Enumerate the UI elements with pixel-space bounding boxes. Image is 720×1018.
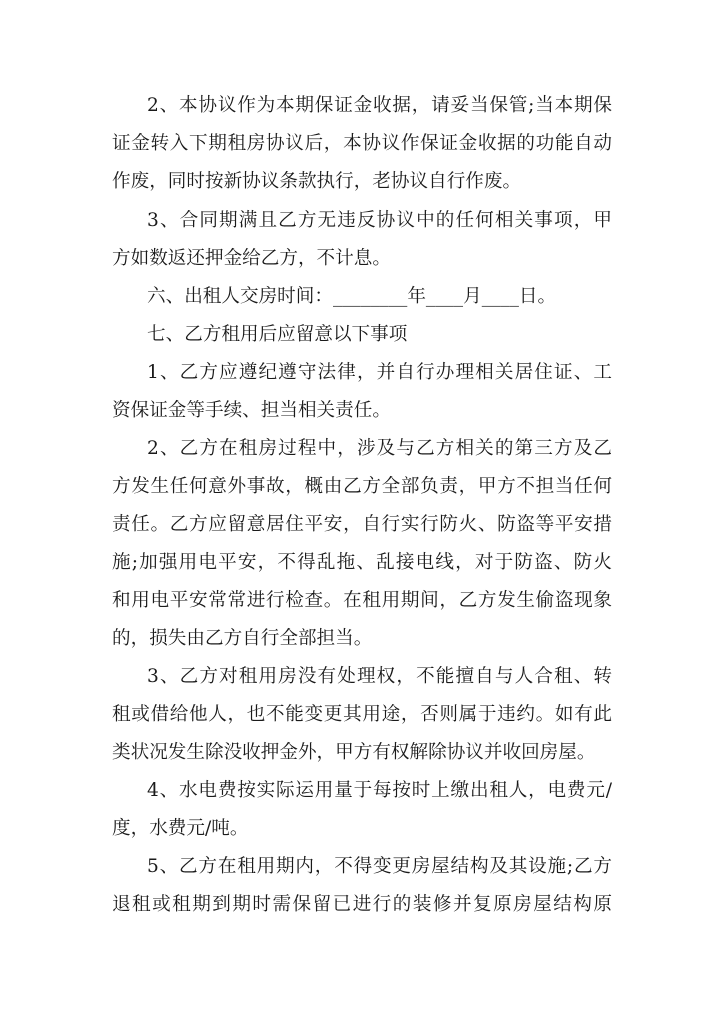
item-1-line-2: 资保证金等手续、担当相关责任。	[112, 400, 391, 421]
item-2-line-1: 2、乙方在租房过程中，涉及与乙方相关的第三方及乙	[147, 438, 612, 459]
clause-3-line-2: 方如数返还押金给乙方，不计息。	[112, 248, 391, 269]
item-3-line-3: 类状况发生除没收押金外，甲方有权解除协议并收回房屋。	[112, 742, 596, 763]
clause-2-line-2: 证金转入下期租房协议后，本协议作保证金收据的功能自动	[112, 133, 612, 154]
item-5-line-1: 5、乙方在租用期内，不得变更房屋结构及其设施;乙方	[147, 856, 612, 877]
item-4-line-2: 度，水费元/吨。	[112, 818, 249, 839]
item-2-line-5: 和用电平安常常进行检查。在租用期间，乙方发生偷盗现象	[112, 590, 612, 611]
item-2-line-4: 施;加强用电平安，不得乱拖、乱接电线，对于防盗、防火	[112, 552, 612, 573]
item-3-line-1: 3、乙方对租用房没有处理权，不能擅自与人合租、转	[147, 666, 612, 687]
section-7-heading: 七、乙方租用后应留意以下事项	[147, 324, 408, 345]
clause-2-line-1: 2、本协议作为本期保证金收据，请妥当保管;当本期保	[147, 95, 612, 116]
item-1-line-1: 1、乙方应遵纪遵守法律，并自行办理相关居住证、工	[147, 362, 612, 383]
item-2-line-6: 的，损失由乙方自行全部担当。	[112, 628, 373, 649]
item-3-line-2: 租或借给他人，也不能变更其用途，否则属于违约。如有此	[112, 704, 612, 725]
item-2-line-3: 责任。乙方应留意居住平安，自行实行防火、防盗等平安措	[112, 514, 612, 535]
clause-3-line-1: 3、合同期满且乙方无违反协议中的任何相关事项，甲	[147, 210, 612, 231]
clause-2-line-3: 作废，同时按新协议条款执行，老协议自行作废。	[112, 171, 522, 192]
item-2-line-2: 方发生任何意外事故，概由乙方全部负责，甲方不担当任何	[112, 476, 612, 497]
item-4-line-1: 4、水电费按实际运用量于每按时上缴出租人，电费元/	[147, 780, 612, 801]
section-6-handover-time: 六、出租人交房时间：________年____月____日。	[147, 286, 557, 307]
item-5-line-2: 退租或租期到期时需保留已进行的装修并复原房屋结构原	[112, 894, 612, 915]
